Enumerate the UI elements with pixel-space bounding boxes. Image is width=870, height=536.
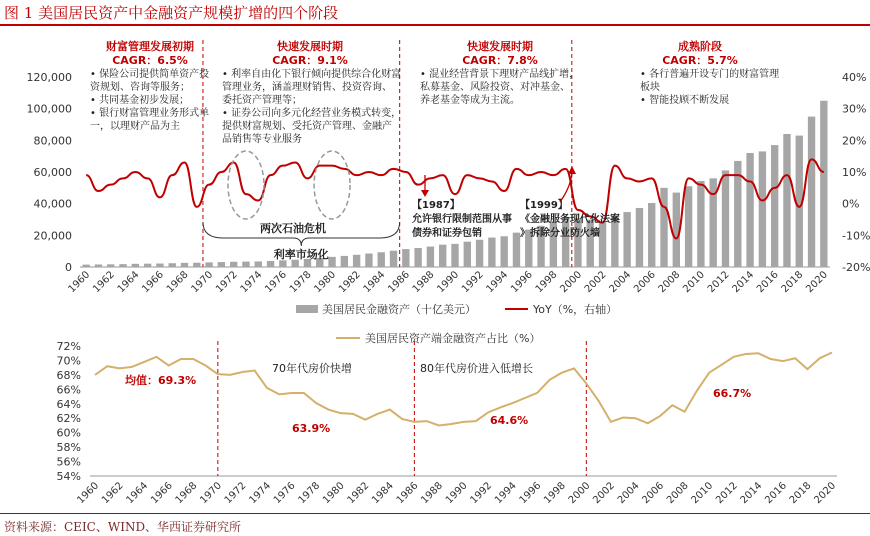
event-1987-tag: 【1987】 [412,200,460,211]
oil-crisis-circle-1 [228,151,264,219]
right-y-tick-label: -20% [842,261,870,274]
asset-bar [648,203,655,267]
bottom-x-tick-label: 1978 [296,480,323,507]
bottom-x-tick-label: 2016 [763,480,789,507]
bottom-y-tick-label: 70% [56,354,81,368]
asset-bar [488,238,495,267]
event-1987-arrowhead [421,190,429,197]
legend-share-label: 美国居民资产端金融资产占比（%） [365,332,541,345]
bottom-x-tick-label: 2012 [714,480,740,507]
asset-bar [132,264,139,267]
bottom-x-tick-label: 1992 [468,480,495,507]
top-x-tick-label: 1996 [509,269,535,296]
stage-cagr: CAGR：7.8% [462,54,538,67]
asset-bar [341,256,348,267]
top-x-tick-label: 1978 [287,269,314,296]
top-x-tick-label: 1966 [140,269,167,296]
left-y-tick-label: 20,000 [33,229,72,243]
top-x-tick-label: 2016 [755,269,781,296]
left-y-tick-label: 60,000 [33,166,72,179]
top-x-tick-label: 1968 [164,269,191,296]
right-y-tick-label: 10% [842,166,867,179]
asset-bar [636,208,643,267]
asset-bar [722,170,729,267]
bottom-x-tick-label: 2000 [566,480,593,507]
bottom-x-tick-label: 1988 [419,480,446,507]
asset-bar [808,117,815,267]
asset-bar [144,264,151,267]
asset-bar [402,249,409,267]
bottom-x-tick-label: 2014 [738,480,765,507]
asset-bar [378,252,385,267]
stage-cagr: CAGR：6.5% [112,54,188,67]
stage-bullet-line: • 混业经营背景下理财产品线扩增， [420,69,580,80]
top-x-tick-label: 1970 [189,269,216,296]
asset-bar [464,242,471,267]
figure-title: 图 1 美国居民资产中金融资产规模扩增的四个阶段 [4,4,339,22]
top-x-tick-label: 1992 [459,269,486,296]
stage-bullet-line: • 利率自由化下银行倾向提供综合化财富 [222,69,402,80]
asset-bar [451,244,458,267]
bottom-x-tick-label: 1966 [149,480,175,507]
stage-title: 成熟阶段 [678,40,722,53]
bottom-x-tick-label: 2004 [615,480,642,507]
asset-bar [427,247,434,267]
top-x-tick-label: 2002 [582,269,609,296]
stage-cagr: CAGR：9.1% [272,54,348,67]
stage-bullet-line: 提供财富规划、受托资产管理、金融产 [222,121,392,132]
bottom-x-tick-label: 1974 [247,480,274,507]
bottom-x-tick-label: 1972 [222,480,249,507]
asset-bar [685,186,692,267]
left-y-tick-label: 80,000 [33,134,72,148]
asset-bar [107,264,114,267]
note-70s: 70年代房价快增 [272,362,352,375]
stage-cagr: CAGR：5.7% [662,54,738,67]
bottom-y-tick-label: 54% [56,470,81,483]
legend-bar-swatch [296,305,318,313]
bottom-y-tick-label: 72% [56,340,81,353]
bottom-x-tick-label: 1976 [271,480,298,507]
top-x-tick-label: 1994 [484,269,511,296]
bottom-x-tick-label: 2002 [591,480,618,507]
top-x-tick-label: 2014 [730,269,757,296]
top-x-tick-label: 1980 [312,269,339,296]
annotation-66-7: 66.7% [713,387,752,400]
asset-bar [390,251,397,267]
bottom-x-tick-label: 1970 [198,480,224,507]
event-1999-line: 《金融服务现代化法案 [520,214,620,225]
event-1987-line: 债券和证券包销 [412,228,482,239]
bottom-y-tick-label: 58% [56,441,81,455]
bottom-chart [57,331,839,506]
asset-bar [783,134,790,267]
asset-bar [771,145,778,267]
stage-bullet-line: 资规划、咨询等服务； [90,82,190,93]
bottom-x-tick-label: 1964 [124,480,151,507]
stage-bullet-line: 养老基金等成为主流。 [420,95,520,106]
bottom-y-tick-label: 68% [56,368,81,382]
stage-bullet-line: • 证券公司向多元化经营业务模式转变， [222,108,402,119]
stage-bullet-line: 私募基金、风险投资、对冲基金、 [420,82,570,93]
oil-crisis-circle-2 [314,151,350,219]
left-y-tick-label: 100,000 [26,102,72,116]
event-1999-line: 》拆除分业防火墙 [520,228,600,239]
bottom-x-tick-label: 1996 [517,480,544,507]
left-y-tick-label: 40,000 [33,197,72,211]
asset-bar [660,188,667,267]
bottom-x-tick-label: 2008 [664,480,691,507]
bottom-x-tick-label: 1962 [99,480,126,507]
stage-title: 快速发展时期 [467,40,533,53]
right-y-tick-label: 30% [842,102,867,116]
stage-bullet-line: • 保险公司提供简单资产投 [90,69,210,80]
asset-bar [181,263,188,267]
asset-bar [218,262,225,267]
asset-bar [746,153,753,267]
event-1999-arrowhead [568,166,576,174]
bottom-x-tick-label: 1980 [321,480,347,507]
right-y-tick-label: -10% [842,229,870,243]
asset-bar [193,263,200,267]
bottom-y-tick-label: 56% [56,455,81,469]
bottom-x-tick-label: 1984 [370,480,396,507]
top-x-tick-label: 2012 [705,269,732,296]
asset-bar [82,265,89,267]
top-x-tick-label: 1960 [66,269,93,296]
oil-crisis-label: 两次石油危机 [260,222,326,235]
asset-bar [759,151,766,267]
annotation-63-9: 63.9% [292,422,331,435]
stage-bullet-line: 管理业务，涵盖理财销售、投资咨询、 [222,82,392,93]
legend-yoy-label: YoY（%，右轴） [533,303,618,316]
event-1987-line: 允许银行限制范围从事 [412,214,512,225]
bottom-x-tick-label: 1982 [345,480,372,507]
asset-bar [95,264,102,267]
top-x-tick-label: 1962 [91,269,117,296]
asset-bar [500,236,507,267]
bottom-y-tick-label: 62% [56,412,81,426]
asset-bar [242,262,249,267]
bottom-x-tick-label: 2018 [787,480,814,507]
stage-bullet-line: 板块 [640,82,660,93]
top-x-tick-label: 1982 [336,269,363,296]
bottom-x-tick-label: 1968 [173,480,200,507]
top-x-tick-label: 2000 [558,269,585,296]
stage-title: 财富管理发展初期 [106,40,194,53]
stage-bullet-line: • 智能投顾不断发展 [640,95,730,106]
left-y-tick-label: 0 [65,261,72,274]
bottom-y-tick-label: 66% [56,383,81,397]
bottom-x-tick-label: 2006 [640,480,667,507]
bottom-x-tick-label: 1986 [394,480,421,507]
asset-bar [230,262,237,267]
stage-bullet-line: 委托资产管理等； [222,95,302,106]
stage-bullet-line: • 各行普遍开设专门的财富管理 [640,69,780,80]
left-y-tick-label: 120,000 [26,71,72,84]
bottom-x-tick-label: 1960 [75,480,102,507]
top-x-tick-label: 1990 [435,269,462,296]
asset-bar [623,212,630,267]
annotation-64-6: 64.6% [490,414,529,427]
asset-bar [255,261,262,267]
bottom-x-tick-label: 1998 [542,480,568,507]
bottom-x-tick-label: 1994 [492,480,519,507]
top-x-tick-label: 2018 [779,269,806,296]
stage-bullet-line: 品销售等专业服务 [222,134,302,145]
bottom-y-tick-label: 60% [56,426,81,440]
top-x-tick-label: 1964 [115,269,142,296]
bottom-x-tick-label: 2010 [689,480,716,507]
asset-bar [205,262,212,267]
top-x-tick-label: 1984 [361,269,388,296]
asset-bar [169,263,176,267]
right-y-tick-label: 0% [842,197,860,211]
top-x-tick-label: 1976 [263,269,289,296]
stage-bullet-line: • 共同基金初步发展； [90,95,190,106]
asset-bar [156,264,163,267]
right-y-tick-label: 20% [842,134,867,148]
asset-bar [414,248,421,267]
asset-bar [119,264,126,267]
rate-market-label: 利率市场化 [273,248,329,261]
source-note: 资料来源：CEIC、WIND、华西证券研究所 [4,520,242,534]
legend-bar-label: 美国居民金融资产（十亿美元） [322,303,476,316]
top-x-tick-label: 1988 [410,269,437,296]
asset-bar [267,261,274,267]
asset-bar [587,220,594,267]
right-y-tick-label: 40% [842,71,867,84]
asset-bar [365,254,372,267]
top-chart [27,39,870,316]
top-x-tick-label: 2004 [607,269,634,296]
top-x-tick-label: 2020 [804,269,830,296]
asset-bar [476,240,483,267]
stage-bullet-line: 一，以理财产品为主 [90,121,180,132]
mean-annotation: 均值：69.3% [125,374,197,387]
asset-bar [439,245,446,267]
note-80s: 80年代房价进入低增长 [420,362,533,375]
asset-bar [697,181,704,267]
top-x-tick-label: 1972 [214,269,240,296]
top-x-tick-label: 2010 [681,269,708,296]
top-x-tick-label: 2008 [656,269,683,296]
stage-title: 快速发展时期 [277,40,343,53]
asset-bar [279,260,286,267]
asset-bar [353,255,360,267]
asset-bar [328,257,335,267]
top-x-tick-label: 2006 [632,269,658,296]
top-x-tick-label: 1974 [238,269,265,296]
event-1999-tag: 【1999】 [520,200,568,211]
asset-bar [820,101,827,267]
bottom-x-tick-label: 2020 [812,480,839,507]
top-x-tick-label: 1998 [533,269,560,296]
bottom-y-tick-label: 64% [56,397,81,411]
asset-bar [574,218,581,267]
bottom-x-tick-label: 1990 [443,480,470,507]
stage-bullet-line: • 银行财富管理业务形式单 [90,108,210,119]
top-x-tick-label: 1986 [386,269,412,296]
source-rule [0,513,870,514]
